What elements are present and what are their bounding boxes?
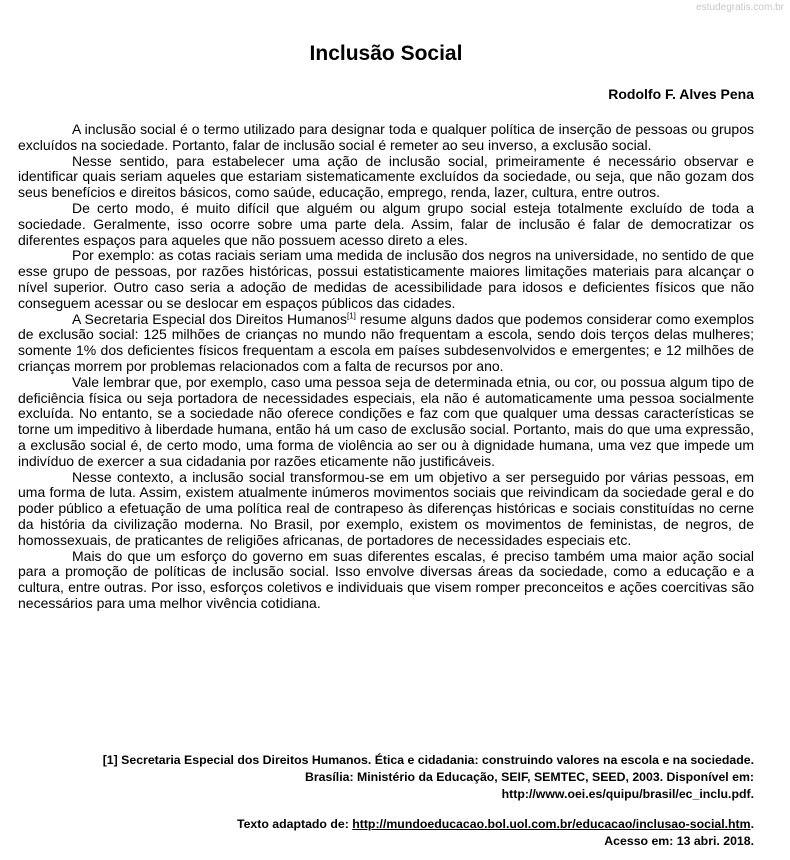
- source-citation: [18, 816, 754, 850]
- footnote-reference: [18, 752, 754, 803]
- source-line: [18, 816, 754, 833]
- paragraph-5-rest: resume alguns dados que podemos considerar como exemplos de exclusão social: 125 milhões de crianças no mundo não frequentam a escola, sendo dois terços delas mulheres; somente 1% dos deficientes físicos frequentam a escola em países subdesenvolvidos e emergentes; e 12 milhões de crianças morrem por problemas relacionados com a falta de recursos por ano.: [18, 310, 754, 374]
- paragraph-5-start: A Secretaria Especial dos Direitos Humanos: [72, 310, 347, 327]
- site-watermark: estudegratis.com.br: [696, 2, 784, 13]
- author-name: Rodolfo F. Alves Pena: [608, 86, 754, 102]
- paragraph-6: Vale lembrar que, por exemplo, caso uma pessoa seja de determinada etnia, ou cor, ou possua algum tipo de deficiência física ou seja portadora de necessidades especiais, ela não é automaticamente uma pessoa socialmente excluída. No entanto, se a sociedade não oferece condições e faz com que qualquer uma dessas características se torne um impeditivo à liberdade humana, então há um caso de exclusão social. Portanto, mais do que uma expressão, a exclusão social é, de certo modo, uma forma de violência ao ser ou à dignidade humana, uma vez que impede um indivíduo de exercer a sua cidadania por razões eticamente não justificáveis.: [18, 373, 754, 469]
- reference-line-2: Brasília: Ministério da Educação, SEIF, SEMTEC, SEED, 2003. Disponível em:: [305, 770, 754, 784]
- reference-line-3: http://www.oei.es/quipu/brasil/ec_inclu.pdf.: [501, 787, 754, 801]
- paragraph-7: Nesse contexto, a inclusão social transformou-se em um objetivo a ser perseguido por várias pessoas, em uma forma de luta. Assim, existem atualmente inúmeros movimentos sociais que reivindicam da sociedade geral e do poder público a efetuação de uma política real de contrapeso às diferenças históricas e sociais constituídas no cerne da história da civilização moderna. No Brasil, por exemplo, existem os movimentos de feministas, de negros, de homossexuais, de praticantes de religiões africanas, de portadores de necessidades especiais etc.: [18, 468, 754, 548]
- article-body: [18, 122, 754, 612]
- paragraph-4: Por exemplo: as cotas raciais seriam uma medida de inclusão dos negros na universidade, no sentido de que esse grupo de pessoas, por razões históricas, possui estatisticamente maiores limitações materiais para alcançar o nível superior. Outro caso seria a adoção de medidas de acessibilidade para idosos e deficientes físicos que não conseguem acessar ou se deslocar em espaços públicos das cidades.: [18, 247, 754, 311]
- paragraph-8: Mais do que um esforço do governo em suas diferentes escalas, é preciso também uma maior ação social para a promoção de políticas de inclusão social. Isso envolve diversas áreas da sociedade, como a educação e a cultura, entre outras. Por isso, esforços coletivos e individuais que visem romper preconceitos e ações coercitivas são necessários para uma melhor vivência cotidiana.: [18, 547, 754, 611]
- footnote-marker: [1]: [346, 310, 356, 320]
- source-suffix: .: [750, 817, 754, 831]
- paragraph-2: Nesse sentido, para estabelecer uma ação de inclusão social, primeiramente é necessário observar e identificar quais seriam aqueles que estariam sistematicamente excluídos da sociedade, ou seja, que não gozam dos seus benefícios e direitos básicos, como saúde, educação, emprego, renda, lazer, cultura, entre outros.: [18, 152, 754, 201]
- paragraph-3: De certo modo, é muito difícil que alguém ou algum grupo social esteja totalmente excluído de toda a sociedade. Geralmente, isso ocorre sobre uma parte dela. Assim, falar de inclusão é falar de democratizar os diferentes espaços para aqueles que não possuem acesso direto a eles.: [18, 199, 754, 248]
- access-date: Acesso em: 13 abri. 2018.: [604, 834, 754, 848]
- paragraph-5: [18, 312, 754, 375]
- reference-line-1: [1] Secretaria Especial dos Direitos Humanos. Ética e cidadania: construindo valores na escola e na sociedade.: [102, 753, 754, 767]
- source-prefix: Texto adaptado de:: [236, 817, 353, 831]
- page-title: Inclusão Social: [309, 42, 463, 65]
- paragraph-1: A inclusão social é o termo utilizado para designar toda e qualquer política de inserção de pessoas ou grupos excluídos na sociedade. Portanto, falar de inclusão social é remeter ao seu inverso, a exclusão social.: [18, 121, 754, 153]
- source-link[interactable]: http://mundoeducacao.bol.uol.com.br/educacao/inclusao-social.htm: [352, 817, 751, 831]
